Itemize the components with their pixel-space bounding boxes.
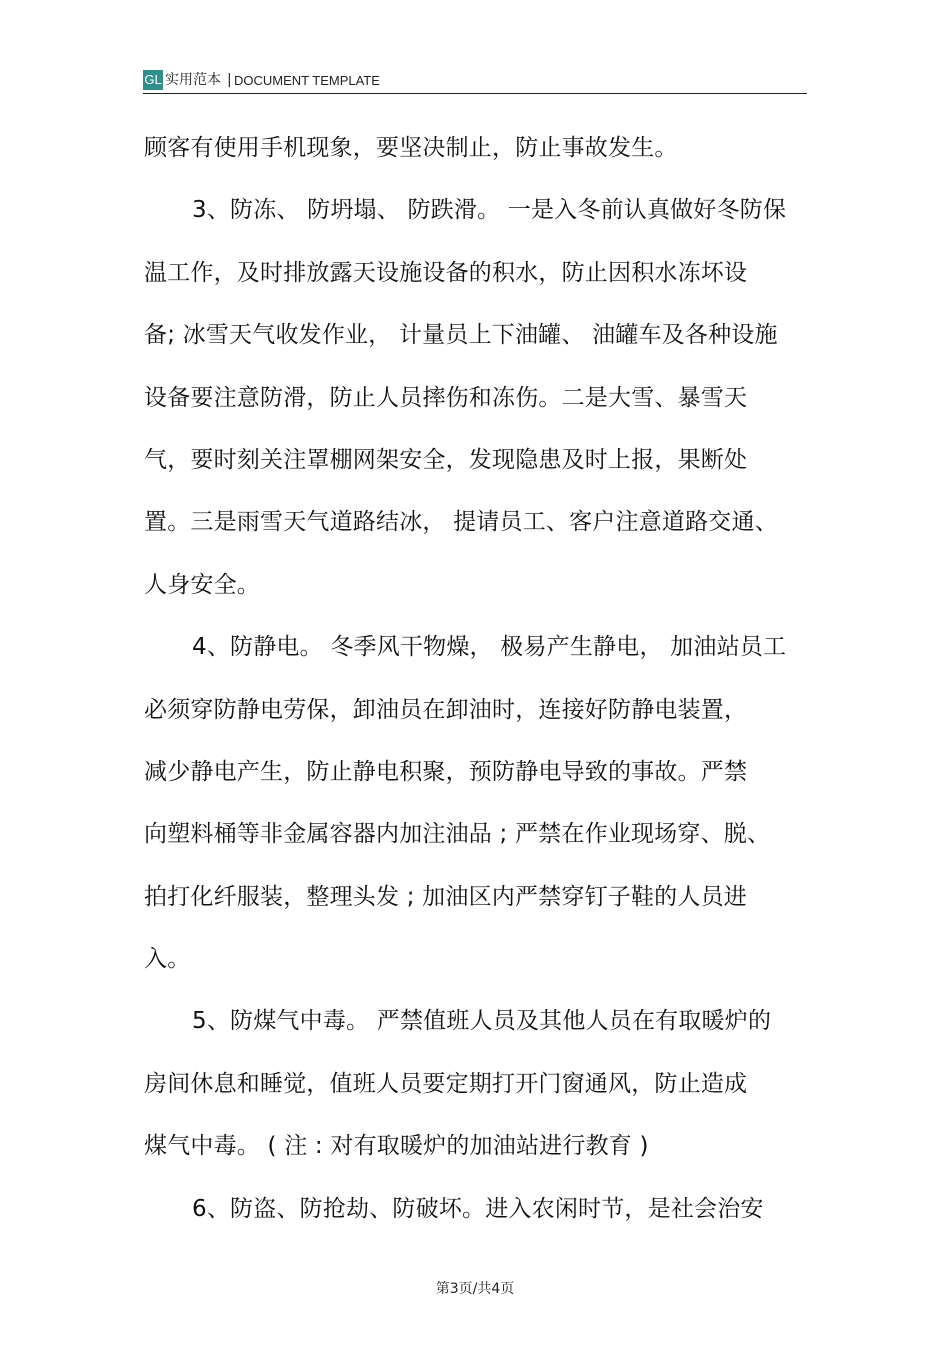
text-line: 设备要注意防滑，防止人员摔伤和冻伤。二是大雪、暴雪天 (144, 384, 748, 411)
document-type: DOCUMENT TEMPLATE (234, 73, 380, 88)
text-line: 向塑料桶等非金属容器内加注油品 ; 严禁在作业现场穿、脱、 (144, 821, 771, 848)
text-line: 气，要时刻关注罩棚网架安全，发现隐患及时上报，果断处 (144, 446, 748, 473)
text-line: 减少静电产生，防止静电积聚，预防静电导致的事故。严禁 (144, 758, 748, 785)
text-line: 顾客有使用手机现象，要坚决制止，防止事故发生。 (144, 135, 678, 161)
page-header (143, 70, 807, 94)
logo: GL (143, 70, 163, 90)
header-rule (143, 93, 807, 94)
text-line: 4、防静电。 冬季风干物燥， 极易产生静电， 加油站员工 (192, 634, 787, 661)
text-line: 备; 冰雪天气收发作业， 计量员上下油罐、 油罐车及各种设施 (144, 322, 778, 349)
header-separator: | (227, 72, 232, 88)
text-line: 3、防冻、 防坍塌、 防跌滑。 一是入冬前认真做好冬防保 (192, 197, 787, 224)
text-line: 人身安全。 (144, 571, 260, 598)
page-number: 第3页/共4页 (435, 1281, 515, 1297)
text-line: 6、防盗、防抢劫、防破坏。进入农闲时节，是社会治安 (192, 1195, 764, 1222)
text-line: 房间休息和睡觉，值班人员要定期打开门窗通风，防止造成 (144, 1070, 748, 1097)
text-line: 必须穿防静电劳保，卸油员在卸油时，连接好防静电装置， (144, 696, 748, 723)
text-line: 温工作，及时排放露天设施设备的积水，防止因积水冻坏设 (144, 259, 748, 286)
text-line: 入。 (144, 946, 191, 973)
text-line: 5、防煤气中毒。 严禁值班人员及其他人员在有取暖炉的 (192, 1008, 772, 1035)
text-line: 置。三是雨雪天气道路结冰， 提请员工、客户注意道路交通、 (144, 509, 778, 536)
brand-name: 实用范本 (165, 72, 221, 88)
text-line: 拍打化纤服装，整理头发 ; 加油区内严禁穿钉子鞋的人员进 (144, 883, 747, 910)
document-body (144, 126, 804, 1249)
text-line: 煤气中毒。 ( 注 : 对有取暖炉的加油站进行教育 ) (144, 1133, 649, 1160)
